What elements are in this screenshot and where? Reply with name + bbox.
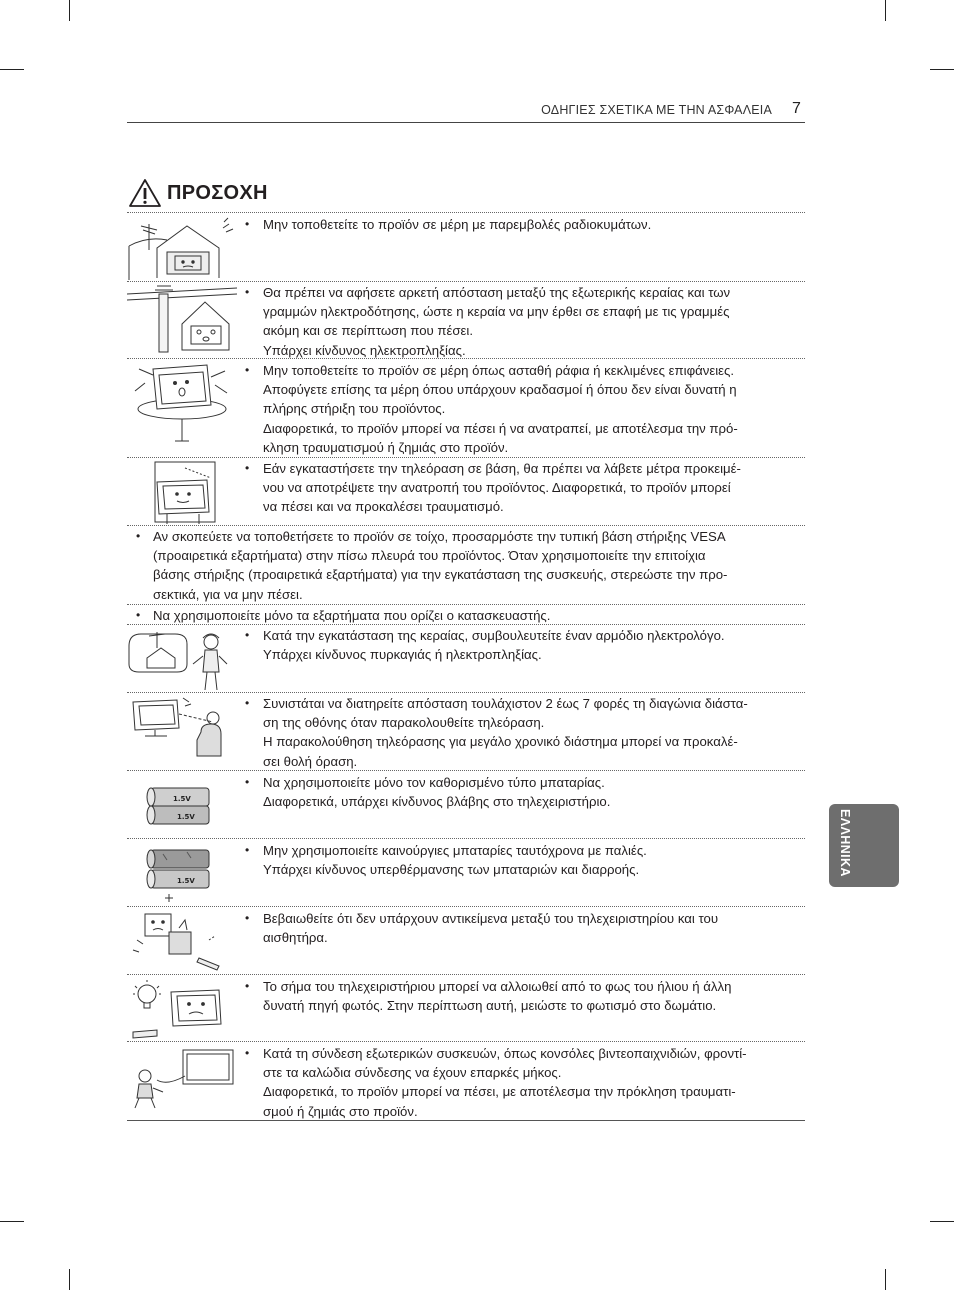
item-line: δυνατή πηγή φωτός. Στην περίπτωση αυτή, μειώστε το φωτισμό στο δωμάτιο. [263,998,717,1014]
crop-mark [930,69,954,70]
caution-item-6 [153,606,793,625]
bullet: • [245,363,250,377]
row-divider [127,1041,805,1042]
caution-item-10 [263,841,793,879]
item-line: Υπάρχει κίνδυνος ηλεκτροπληξίας. [263,342,466,358]
caution-item-12 [263,977,793,1015]
item-line: Κατά τη σύνδεση εξωτερικών συσκευών, όπως κονσόλες βιντεοπαιχνιδιών, φροντί- [263,1046,747,1061]
crop-mark [930,1221,954,1222]
caution-heading [127,176,268,210]
crop-mark [885,1269,886,1290]
house-antenna-illustration [127,216,237,280]
item-line: πλήρης στήριξη του προϊόντος. [263,401,446,417]
language-tab-label: ΕΛΛΗΝΙΚΑ [838,809,852,877]
item-line: Βεβαιωθείτε ότι δεν υπάρχουν αντικείμενα μεταξύ του τηλεχειριστηρίου και του [263,911,719,926]
bullet: • [245,979,250,993]
item-line: στε τα καλώδια σύνδεσης να έχουν επαρκές μήκος. [263,1065,562,1081]
crop-mark [885,0,886,21]
item-line: σμού ή ζημιάς στο προϊόν. [263,1103,418,1119]
crop-mark [69,1269,70,1290]
electrician-illustration [127,628,237,692]
item-line: Μην χρησιμοποιείτε καινούργιες μπαταρίες ταυτόχρονα με παλιές. [263,843,647,858]
row-divider [127,906,805,907]
item-line: αισθητήρα. [263,930,328,946]
caution-item-4 [263,459,793,517]
tv-stand-wall-illustration [127,460,237,524]
warning-triangle-icon [127,177,163,209]
caution-item-7 [263,626,793,664]
item-line: Διαφορετικά, υπάρχει κίνδυνος βλάβης στο τηλεχειριστήριο. [263,794,611,810]
page-title: ΠΡΟΣΟΧΗ [167,181,268,204]
item-line: Συνιστάται να διατηρείτε απόσταση τουλάχιστον 2 έως 7 φορές τη διαγώνια διάστα- [263,696,748,711]
item-line: Αν σκοπεύετε να τοποθετήσετε το προϊόν σε τοίχο, προσαρμόστε την τυπική βάση στήριξης VESA [153,529,726,544]
cable-length-illustration [127,1046,237,1110]
battery-label: 1.5V [177,813,195,821]
item-line: Θα πρέπει να αφήσετε αρκετή απόσταση μεταξύ της εξωτερικής κεραίας και των [263,285,731,300]
strong-light-illustration [127,978,237,1040]
mixed-batteries-illustration [127,842,237,904]
item-line: Να χρησιμοποιείτε μόνο τα εξαρτήματα που ορίζει ο κατασκευαστής. [153,608,551,623]
item-line: κληση τραυματισμού ή ζημιάς στο προϊόν. [263,439,509,455]
caution-item-13 [263,1044,793,1121]
bullet: • [245,217,250,231]
row-divider [127,838,805,839]
bullet: • [245,696,250,710]
row-divider [127,457,805,458]
batteries-illustration [127,782,237,834]
bullet: • [245,911,250,925]
item-line: (προαιρετικά εξαρτήματα) στην πίσω πλευρά του προϊόντος. Όταν χρησιμοποιείτε την επιτοίχια [153,548,706,564]
caution-item-3 [263,361,793,457]
row-divider [127,525,805,526]
section-header: ΟΔΗΓΙΕΣ ΣΧΕΤΙΚΑ ΜΕ ΤΗΝ ΑΣΦΑΛΕΙΑ [541,103,772,117]
item-line: Υπάρχει κίνδυνος πυρκαγιάς ή ηλεκτροπληξίας. [263,647,542,663]
item-line: ση της οθόνης όταν παρακολουθείτε τηλεόραση. [263,715,545,731]
caution-item-9 [263,773,793,811]
item-line: Εάν εγκαταστήσετε την τηλεόραση σε βάση, θα πρέπει να λάβετε μέτρα προκειμέ- [263,461,741,476]
caution-item-11 [263,909,793,947]
viewing-distance-illustration [127,696,237,762]
antenna-powerline-illustration [127,284,237,354]
remote-obstruction-illustration [127,910,237,972]
item-line: ακόμη και σε περίπτωση που πέσει. [263,323,473,339]
crop-mark [0,1221,24,1222]
item-line: Να χρησιμοποιείτε μόνο τον καθορισμένο τύπο μπαταρίας. [263,775,605,790]
bullet: • [245,843,250,857]
item-line: βάσης στήριξης (προαιρετικά εξαρτήματα) για την εγκατάσταση της συσκευής, στερεώστε την προ- [153,567,728,583]
item-line: σεκτικά, για να μην πέσει. [153,586,303,602]
item-line: Υπάρχει κίνδυνος υπερθέρμανσης των μπαταριών και διαρροής. [263,862,640,878]
bullet: • [245,1046,250,1060]
bullet: • [136,529,141,543]
caution-item-8 [263,694,793,771]
header-rule [127,122,805,123]
row-divider [127,692,805,693]
item-line: Μην τοποθετείτε το προϊόν σε μέρη με παρεμβολές ραδιοκυμάτων. [263,217,652,232]
battery-label: 1.5V [173,795,191,803]
item-line: να πέσει και να προκαλέσει τραυματισμό. [263,499,504,515]
item-line: Διαφορετικά, το προϊόν μπορεί να πέσει ή να ανατραπεί, με αποτέλεσμα την πρό- [263,420,738,436]
battery-label: 1.5V [177,877,195,885]
item-line: Το σήμα του τηλεχειριστήριου μπορεί να αλλοιωθεί από το φως του ήλιου ή άλλη [263,979,732,994]
row-divider [127,974,805,975]
item-line: γραμμών ηλεκτροδότησης, ώστε η κεραία να μην έρθει σε επαφή με τις γραμμές [263,304,730,320]
item-line: Η παρακολούθηση τηλεόρασης για μεγάλο χρονικό διάστημα μπορεί να προκαλέ- [263,734,738,750]
caution-item-5 [153,527,793,604]
item-line: Αποφύγετε επίσης τα μέρη όπου υπάρχουν κραδασμοί ή όπου δεν είναι δυνατή η [263,382,737,398]
caution-item-2 [263,283,793,360]
caution-item-1 [263,215,793,234]
item-line: Μην τοποθετείτε το προϊόν σε μέρη όπως ασταθή ράφια ή κεκλιμένες επιφάνειες. [263,363,735,378]
bullet: • [245,628,250,642]
row-divider [127,281,805,282]
bullet: • [245,285,250,299]
unstable-tv-illustration [127,361,237,455]
item-line: Διαφορετικά, το προϊόν μπορεί να πέσει, με αποτέλεσμα την πρόκληση τραυματι- [263,1084,736,1100]
row-divider [127,604,805,605]
crop-mark [0,69,24,70]
page-number: 7 [792,100,801,117]
row-divider [127,212,805,213]
bullet: • [245,461,250,475]
item-line: νου να αποτρέψετε την ανατροπή του προϊόντος. Διαφορετικά, το προϊόν μπορεί [263,480,731,496]
crop-mark [69,0,70,21]
item-line: σει θολή όραση. [263,753,358,769]
bullet: • [136,608,141,622]
bullet: • [245,775,250,789]
item-line: Κατά την εγκατάσταση της κεραίας, συμβουλευτείτε έναν αρμόδιο ηλεκτρολόγο. [263,628,725,643]
